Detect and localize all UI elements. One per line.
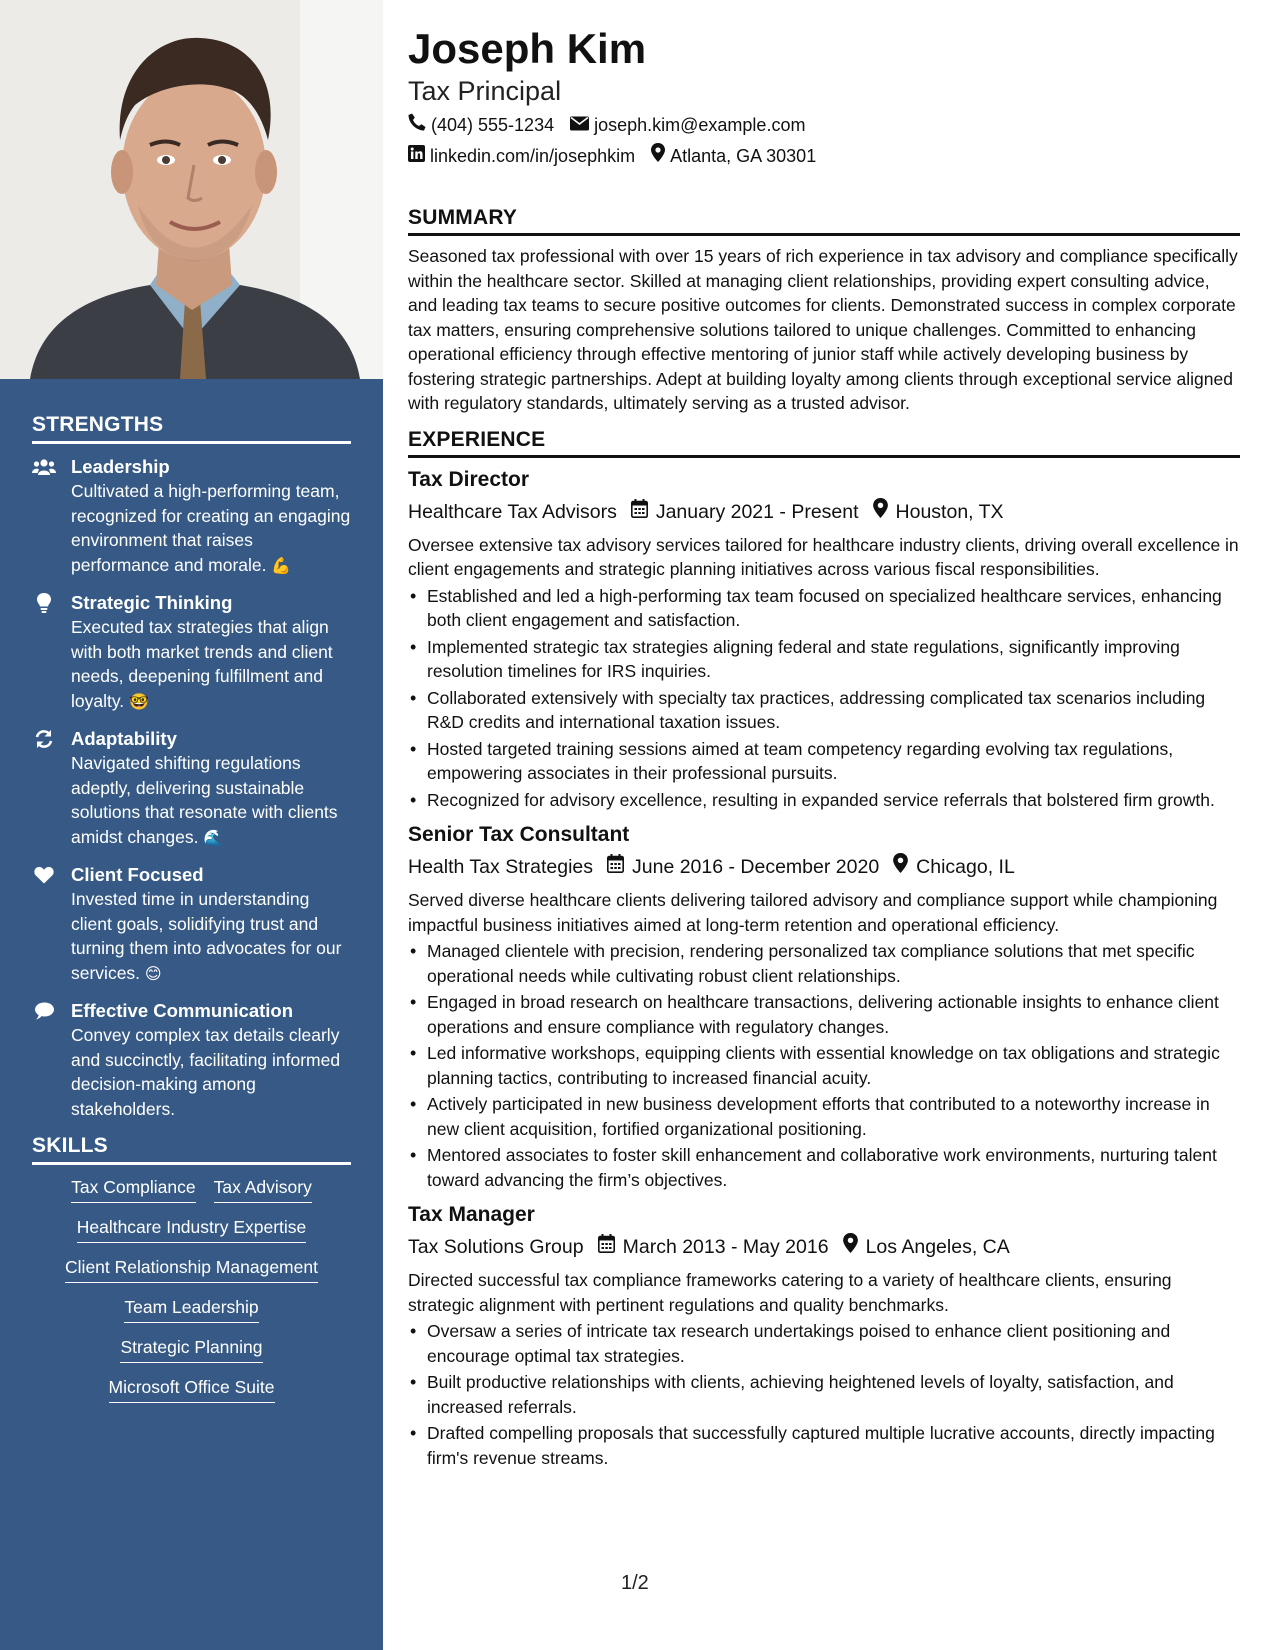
- candidate-name: Joseph Kim: [408, 25, 647, 72]
- map-marker-icon: [893, 853, 908, 881]
- linkedin-icon: [408, 143, 425, 169]
- strength-title: Effective Communication: [71, 1000, 294, 1021]
- job-dates: [598, 1233, 829, 1261]
- list-item: • Hosted targeted training sessions aimed at team competency regarding evolving tax regulations, empowering associates in their professional pursuits.: [408, 737, 1240, 786]
- job-meta: [408, 1233, 1240, 1261]
- smiling-face-icon: 😊: [144, 963, 162, 983]
- job-bullets: [408, 584, 1240, 813]
- main-content: [408, 24, 1240, 1479]
- list-item: • Drafted compelling proposals that successfully captured multiple lucrative accounts, directly impacting firm's revenue streams.: [408, 1421, 1240, 1470]
- map-marker-icon: [843, 1233, 858, 1261]
- list-item: • Implemented strategic tax strategies aligning federal and state regulations, significantly improving resolution timelines for IRS inquiries.: [408, 635, 1240, 684]
- list-item: • Oversaw a series of intricate tax research undertakings poised to enhance client positioning and encourage optimal tax strategies.: [408, 1319, 1240, 1368]
- skill-tag: Client Relationship Management: [65, 1255, 318, 1283]
- strength-title: Leadership: [71, 456, 170, 477]
- job-entry: [408, 466, 1240, 813]
- job-meta: [408, 498, 1240, 526]
- strength-item: [32, 863, 351, 986]
- list-item: • Established and led a high-performing tax team focused on specialized healthcare services, enhancing both client engagement and satisfaction.: [408, 584, 1240, 633]
- strength-desc: Cultivated a high-performing team, recognized for creating an engaging environment that raises performance and morale. 💪: [71, 481, 351, 575]
- job-entry: [408, 1201, 1240, 1470]
- skills-heading: SKILLS: [32, 1134, 351, 1165]
- job-description: Oversee extensive tax advisory services tailored for healthcare industry clients, driving overall excellence in client engagements and strategic planning initiatives across various fiscal responsibilities.: [408, 534, 1239, 579]
- job-title: Tax Manager: [408, 1203, 535, 1226]
- list-item: • Recognized for advisory excellence, resulting in expanded service referrals that bolstered firm growth.: [408, 788, 1240, 813]
- skill-tag: Team Leadership: [124, 1295, 258, 1323]
- company-name: Health Tax Strategies: [408, 856, 593, 878]
- phone-text: (404) 555-1234: [431, 115, 555, 135]
- strength-item: [32, 455, 351, 578]
- job-dates: [607, 853, 879, 881]
- calendar-icon: [631, 498, 648, 526]
- flexed-biceps-icon: 💪: [271, 555, 292, 575]
- phone-contact: [408, 112, 554, 138]
- location-contact: [651, 143, 816, 169]
- skill-tag: Healthcare Industry Expertise: [77, 1215, 307, 1243]
- strength-item: [32, 999, 351, 1121]
- calendar-icon: [598, 1233, 615, 1261]
- email-contact[interactable]: [570, 112, 805, 138]
- strength-desc: Convey complex tax details clearly and succinctly, facilitating informed decision-making among stakeholders.: [71, 1025, 341, 1119]
- strengths-heading: STRENGTHS: [32, 413, 351, 444]
- sidebar: [0, 0, 383, 1650]
- list-item: • Actively participated in new business development efforts that contributed to a noteworthy increase in new client acquisition, fortified organizational positioning.: [408, 1092, 1240, 1141]
- list-item: • Built productive relationships with clients, achieving heightened levels of loyalty, satisfaction, and increased referrals.: [408, 1370, 1240, 1419]
- contact-row: [408, 143, 1240, 169]
- envelope-icon: [570, 112, 589, 138]
- email-link[interactable]: joseph.kim@example.com: [594, 115, 806, 135]
- list-item: • Mentored associates to foster skill enhancement and collaborative work environments, nurturing talent toward advancing the firm’s objectives.: [408, 1143, 1240, 1192]
- page-number: 1/2: [621, 1572, 649, 1594]
- strength-item: [32, 591, 351, 714]
- list-item: • Managed clientele with precision, rendering personalized tax compliance solutions that met specific operational needs while cultivating robust client relationships.: [408, 939, 1240, 988]
- sidebar-content: [32, 413, 351, 1403]
- summary-text: Seasoned tax professional with over 15 years of rich experience in tax advisory and compliance specifically within the healthcare sector. Skilled at managing client relationships, providing expert consulting advice, and leading tax teams to secure positive outcomes for clients. Demonstrated success in complex corporate tax matters, ensuring comprehensive solutions tailored to unique challenges. Committed to enhancing operational efficiency through effective mentoring of junior staff while actively developing business by fostering strategic partnerships. Adept at building loyalty among clients through exceptional service aligned with regulatory standards, ultimately serving as a trusted advisor.: [408, 246, 1238, 413]
- location-text: Atlanta, GA 30301: [670, 146, 817, 166]
- list-item: • Engaged in broad research on healthcare transactions, delivering actionable insights to enhance client operations and ensure compliance with regulatory changes.: [408, 990, 1240, 1039]
- company-name: Healthcare Tax Advisors: [408, 500, 617, 523]
- candidate-title: Tax Principal: [408, 76, 562, 106]
- water-wave-icon: 🌊: [203, 827, 224, 847]
- strength-title: Client Focused: [71, 864, 204, 885]
- skill-tag: Strategic Planning: [120, 1335, 262, 1363]
- job-dates-text: January 2021 - Present: [655, 500, 859, 523]
- job-location: [873, 498, 1004, 526]
- job-dates-text: June 2016 - December 2020: [632, 856, 880, 878]
- contact-row: [408, 112, 1240, 138]
- profile-photo: [0, 0, 383, 379]
- job-description: Directed successful tax compliance frameworks catering to a variety of healthcare clients, ensuring strategic alignment with pertinent regulations and quality benchmarks.: [408, 1270, 1172, 1315]
- skill-tag: Tax Compliance: [71, 1175, 196, 1203]
- strength-item: [32, 727, 351, 850]
- heart-icon: [32, 865, 56, 885]
- linkedin-contact[interactable]: [408, 143, 635, 169]
- job-title: Tax Director: [408, 467, 529, 491]
- sync-icon: [32, 729, 56, 749]
- job-title: Senior Tax Consultant: [408, 823, 630, 846]
- list-item: • Collaborated extensively with specialty tax practices, addressing complicated tax scenarios including R&D credits and international taxation issues.: [408, 686, 1240, 735]
- strength-title: Strategic Thinking: [71, 592, 233, 613]
- calendar-icon: [607, 853, 624, 881]
- experience-heading: EXPERIENCE: [408, 428, 1240, 458]
- job-location-text: Los Angeles, CA: [865, 1236, 1010, 1258]
- summary-heading: SUMMARY: [408, 206, 1240, 236]
- job-dates-text: March 2013 - May 2016: [622, 1236, 829, 1258]
- job-entry: [408, 821, 1240, 1192]
- comment-icon: [32, 1001, 56, 1021]
- job-location-text: Houston, TX: [895, 500, 1004, 523]
- nerd-face-icon: 🤓: [129, 691, 149, 711]
- job-location: [893, 853, 1015, 881]
- job-bullets: [408, 1319, 1240, 1470]
- portrait-illustration: [0, 0, 383, 379]
- linkedin-link[interactable]: linkedin.com/in/josephkim: [430, 146, 636, 166]
- map-marker-icon: [651, 143, 665, 169]
- strength-title: Adaptability: [71, 728, 177, 749]
- map-marker-icon: [873, 498, 888, 526]
- strength-desc: Invested time in understanding client goals, solidifying trust and turning them into advocates for our services. 😊: [71, 889, 342, 983]
- job-dates: [631, 498, 859, 526]
- job-description: Served diverse healthcare clients delivering tailored advisory and compliance support while championing impactful business initiatives aimed at long-term retention and operational efficiency.: [408, 890, 1218, 935]
- job-location-text: Chicago, IL: [916, 856, 1015, 878]
- list-item: • Led informative workshops, equipping clients with essential knowledge on tax obligations and strategic planning tactics, contributing to increased financial acuity.: [408, 1041, 1240, 1090]
- job-meta: [408, 853, 1240, 881]
- skill-tag: Microsoft Office Suite: [109, 1375, 275, 1403]
- users-icon: [32, 457, 56, 477]
- strength-desc: Executed tax strategies that align with both market trends and client needs, deepening fulfillment and loyalty. 🤓: [71, 617, 333, 711]
- strength-desc: Navigated shifting regulations adeptly, delivering sustainable solutions that resonate with clients amidst changes. 🌊: [71, 753, 338, 847]
- lightbulb-icon: [32, 593, 56, 613]
- job-bullets: [408, 939, 1240, 1192]
- job-location: [843, 1233, 1010, 1261]
- phone-icon: [408, 112, 426, 138]
- company-name: Tax Solutions Group: [408, 1236, 584, 1258]
- skills-list: [32, 1175, 351, 1403]
- skill-tag: Tax Advisory: [214, 1175, 312, 1203]
